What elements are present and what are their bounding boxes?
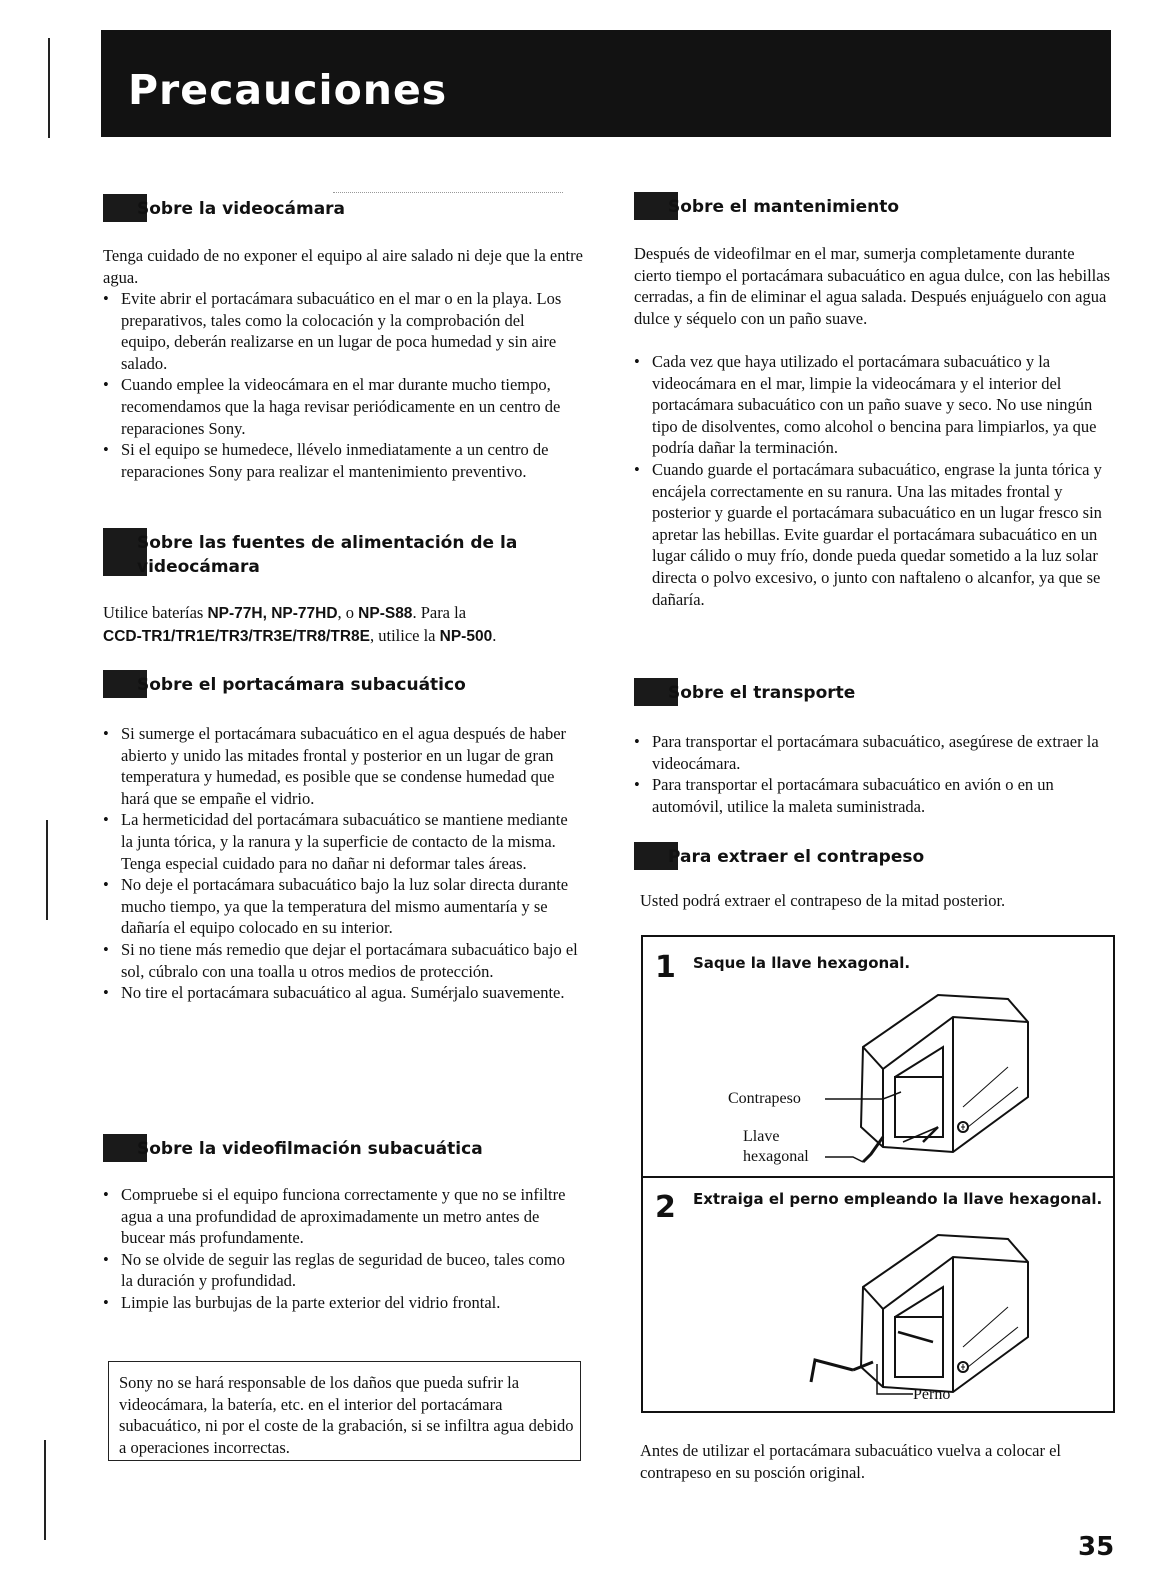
contrapeso-steps	[641, 935, 1115, 1413]
step-divider	[643, 1176, 1113, 1178]
section-heading-contrapeso	[634, 840, 1114, 876]
text: . Para la	[412, 603, 467, 622]
list-item: • Si no tiene más remedio que dejar el portacámara subacuático bajo el sol, cúbralo con una toalla u otros medios de protección.	[103, 939, 581, 982]
label-text: Llave	[743, 1128, 780, 1145]
videofilmacion-list	[103, 1184, 581, 1314]
list-item: • Si el equipo se humedece, llévelo inmediatamente a un centro de reparaciones Sony para realizar el mantenimiento preventivo.	[103, 439, 573, 482]
heading-text: Para extraer el contrapeso	[668, 847, 925, 867]
heading-text: videocámara	[137, 557, 260, 577]
videocamara-list	[103, 288, 573, 482]
transporte-list	[634, 731, 1116, 817]
label-perno: Perno	[913, 1386, 951, 1403]
section-heading-videocamara	[103, 192, 583, 228]
margin-line	[44, 1440, 46, 1540]
videocamara-intro: Tenga cuidado de no exponer el equipo al aire salado ni deje que la entre agua.	[103, 246, 583, 287]
model-list: NP-500	[439, 627, 493, 645]
list-item: • Evite abrir el portacámara subacuático en el mar o en la playa. Los preparativos, tales como la colocación y la comprobación del equipo, deberán realizarse en un lugar de poca humedad y sin aire salado.	[103, 288, 573, 374]
label-text: hexagonal	[743, 1148, 809, 1165]
list-item: • Cada vez que haya utilizado el portacámara subacuático y la videocámara en el mar, limpie la videocámara y el interior del portacámara subacuático con un paño suave y seco. No use ningún tipo de disolventes, como alcohol o bencina para limpiarlos, ya que podría dañar la terminación.	[634, 351, 1114, 459]
list-item: • Limpie las burbujas de la parte exterior del vidrio frontal.	[103, 1292, 581, 1314]
alimentacion-text	[103, 602, 583, 647]
list-item: • Compruebe si el equipo funciona correctamente y que no se infiltre agua a una profundidad de aproximadamente un metro antes de bucear más profundamente.	[103, 1184, 581, 1249]
list-item: • Para transportar el portacámara subacuático, asegúrese de extraer la videocámara.	[634, 731, 1116, 774]
contrapeso-intro: Usted podrá extraer el contrapeso de la mitad posterior.	[640, 891, 1006, 910]
text: , utilice la	[369, 625, 440, 645]
section-heading-mantenimiento	[634, 190, 1114, 226]
heading-text: Sobre el transporte	[668, 683, 856, 703]
model-list: NP-S88	[358, 605, 413, 622]
leader-line	[823, 1132, 903, 1172]
list-item: • No se olvide de seguir las reglas de seguridad de buceo, tales como la duración y profundidad.	[103, 1249, 581, 1292]
model-list: CCD-TR1/TR1E/TR3/TR3E/TR8/TR8E	[103, 627, 370, 645]
dotted-rule	[333, 192, 563, 195]
section-heading-portacamara	[103, 668, 583, 704]
margin-line	[48, 38, 50, 138]
mantenimiento-list	[634, 351, 1114, 610]
mantenimiento-intro: Después de videofilmar en el mar, sumerja completamente durante cierto tiempo el portacámara subacuático en agua dulce, con las hebillas cerradas, a fin de eliminar el agua salada. Después enjuáguelo con agua dulce y séquelo con un paño suave.	[634, 244, 1111, 328]
text: Utilice baterías	[103, 603, 208, 622]
leader-line	[823, 1087, 903, 1117]
list-item: • Si sumerge el portacámara subacuático en el agua después de haber abierto y unido las mitades frontal y posterior en un lugar de gran temperatura y humedad, es posible que se condense humedad que hará que se empañe el vidrio.	[103, 723, 581, 809]
step-instruction: Extraiga el perno empleando la llave hexagonal.	[693, 1190, 1103, 1208]
list-item: • Cuando guarde el portacámara subacuático, engrase la junta tórica y encájela correctamente en su ranura. Una las mitades frontal y posterior y guarde el portacámara subacuático en un lugar fresco sin apretar las hebillas. Evite guardar el portacámara subacuático en un lugar cálido o muy frío, donde pueda quedar sometido a la luz solar directa o polvo excesivo, o junto con naftaleno o alcanfor, ya que se dañaría.	[634, 459, 1114, 610]
heading-text: Sobre las fuentes de alimentación de la	[137, 533, 518, 553]
section-heading-videofilmacion	[103, 1132, 583, 1168]
text: .	[492, 625, 497, 645]
section-heading-transporte	[634, 676, 1114, 712]
page-number: 35	[1078, 1532, 1115, 1562]
portacamara-list	[103, 723, 581, 1004]
list-item: • No tire el portacámara subacuático al agua. Sumérjalo suavemente.	[103, 982, 581, 1004]
step-number: 1	[655, 950, 676, 985]
liability-notice	[108, 1361, 581, 1461]
text: , o	[337, 603, 359, 622]
notice-text: Sony no se hará responsable de los daños que pueda sufrir la videocámara, la batería, etc. en el interior del portacámara subacuático, ni por el coste de la grabación, si se infiltra agua debido a operaciones incorrectas.	[119, 1373, 574, 1457]
list-item: • La hermeticidad del portacámara subacuático se mantiene mediante la junta tórica, y la ranura y la superficie de contacto de la misma. Tenga especial cuidado para no dañar ni deformar tales áreas.	[103, 809, 581, 874]
list-item: • Cuando emplee la videocámara en el mar durante mucho tiempo, recomendamos que la haga revisar periódicamente en un centro de reparaciones Sony.	[103, 374, 573, 439]
list-item: • No deje el portacámara subacuático bajo la luz solar directa durante mucho tiempo, ya que la temperatura del mismo aumentaría y se dañaría el equipo colocado en su interior.	[103, 874, 581, 939]
step-instruction: Saque la llave hexagonal.	[693, 954, 911, 972]
label-contrapeso: Contrapeso	[728, 1090, 801, 1107]
heading-text: Sobre el portacámara subacuático	[137, 675, 466, 695]
title-banner	[101, 30, 1111, 137]
step-number: 2	[655, 1190, 676, 1225]
page-title: Precauciones	[128, 66, 448, 114]
heading-text: Sobre la videofilmación subacuática	[137, 1139, 483, 1159]
contrapeso-outro: Antes de utilizar el portacámara subacuático vuelva a colocar el contrapeso en su posción original.	[640, 1441, 1061, 1482]
list-item: • Para transportar el portacámara subacuático en avión o en un automóvil, utilice la maleta suministrada.	[634, 774, 1116, 817]
section-heading-alimentacion	[103, 526, 583, 582]
leader-line	[875, 1362, 915, 1398]
model-list: NP-77H, NP-77HD	[207, 605, 338, 622]
heading-text: Sobre la videocámara	[137, 199, 346, 219]
hex-key-icon	[803, 1342, 883, 1392]
margin-line	[46, 820, 48, 920]
label-llave	[743, 1127, 809, 1167]
heading-text: Sobre el mantenimiento	[668, 197, 900, 217]
